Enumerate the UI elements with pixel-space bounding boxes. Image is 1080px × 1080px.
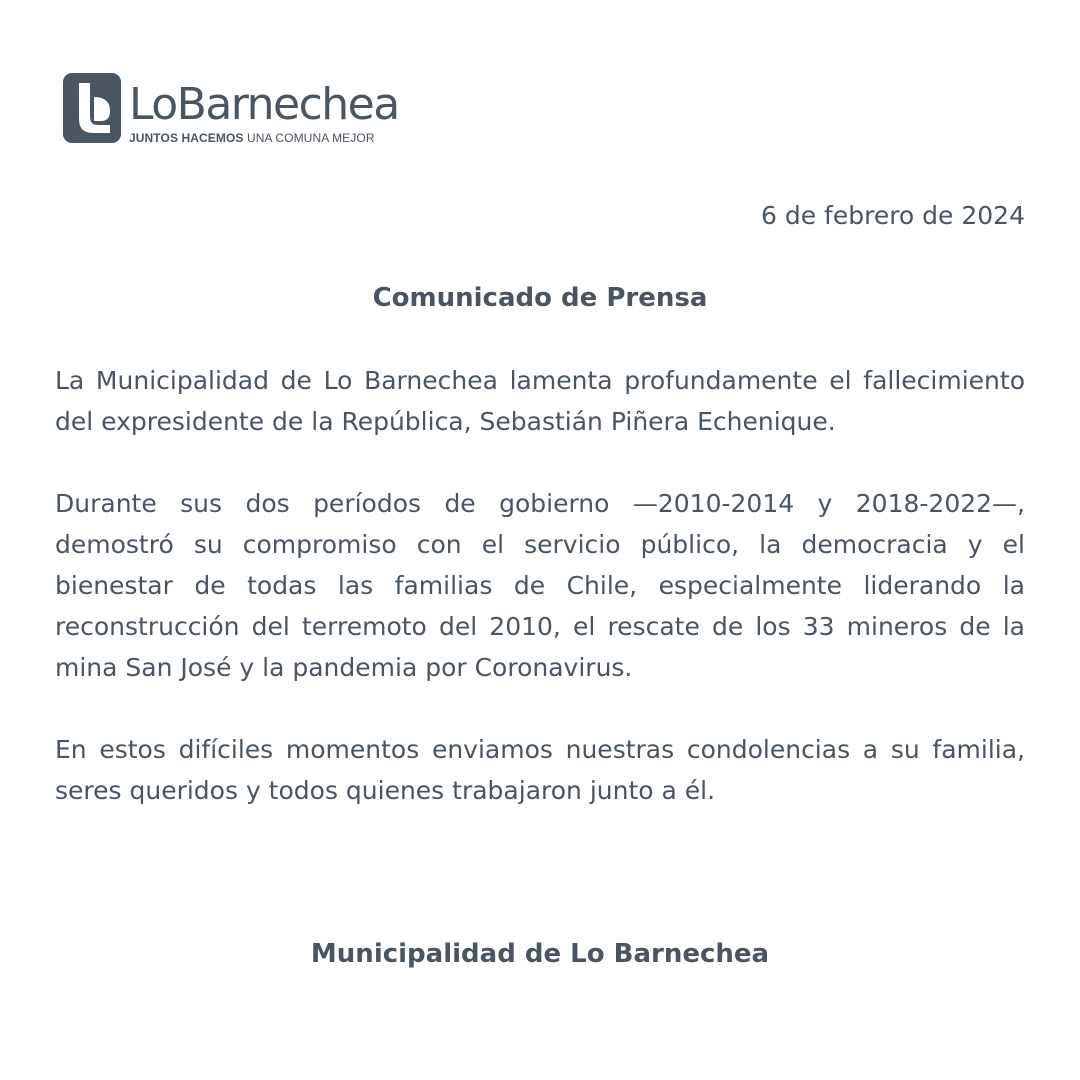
paragraph-3: En estos difíciles momentos enviamos nuestras condolencias a su familia, seres queridos y todos quienes trabajaron junto a él.: [55, 735, 1025, 805]
logo-wordmark: LoBarnechea: [129, 79, 399, 130]
signature: Municipalidad de Lo Barnechea: [310, 939, 770, 969]
paragraph-1: La Municipalidad de Lo Barnechea lamenta profundamente el fallecimiento del expresidente de la República, Sebastián Piñera Echenique.: [55, 366, 1025, 436]
document-body: [55, 360, 1025, 852]
logo-tagline-bold: JUNTOS HACEMOS: [129, 131, 244, 145]
document-title: Comunicado de Prensa: [372, 283, 708, 313]
release-date: 6 de febrero de 2024: [760, 201, 1025, 230]
paragraph-2: Durante sus dos períodos de gobierno —2010-2014 y 2018-2022—, demostró su compromiso con el servicio público, la democracia y el bienestar de todas las familias de Chile, especialmente liderando la reconstrucción del terremoto del 2010, el rescate de los 33 mineros de la mina San José y la pandemia por Coronavirus.: [55, 489, 1025, 682]
logo-tagline: [129, 131, 399, 145]
lo-barnechea-logo-mark-icon: [63, 73, 121, 143]
logo-text: [129, 73, 399, 145]
lo-barnechea-logo: [63, 73, 399, 143]
logo-tagline-regular: UNA COMUNA MEJOR: [246, 131, 375, 145]
